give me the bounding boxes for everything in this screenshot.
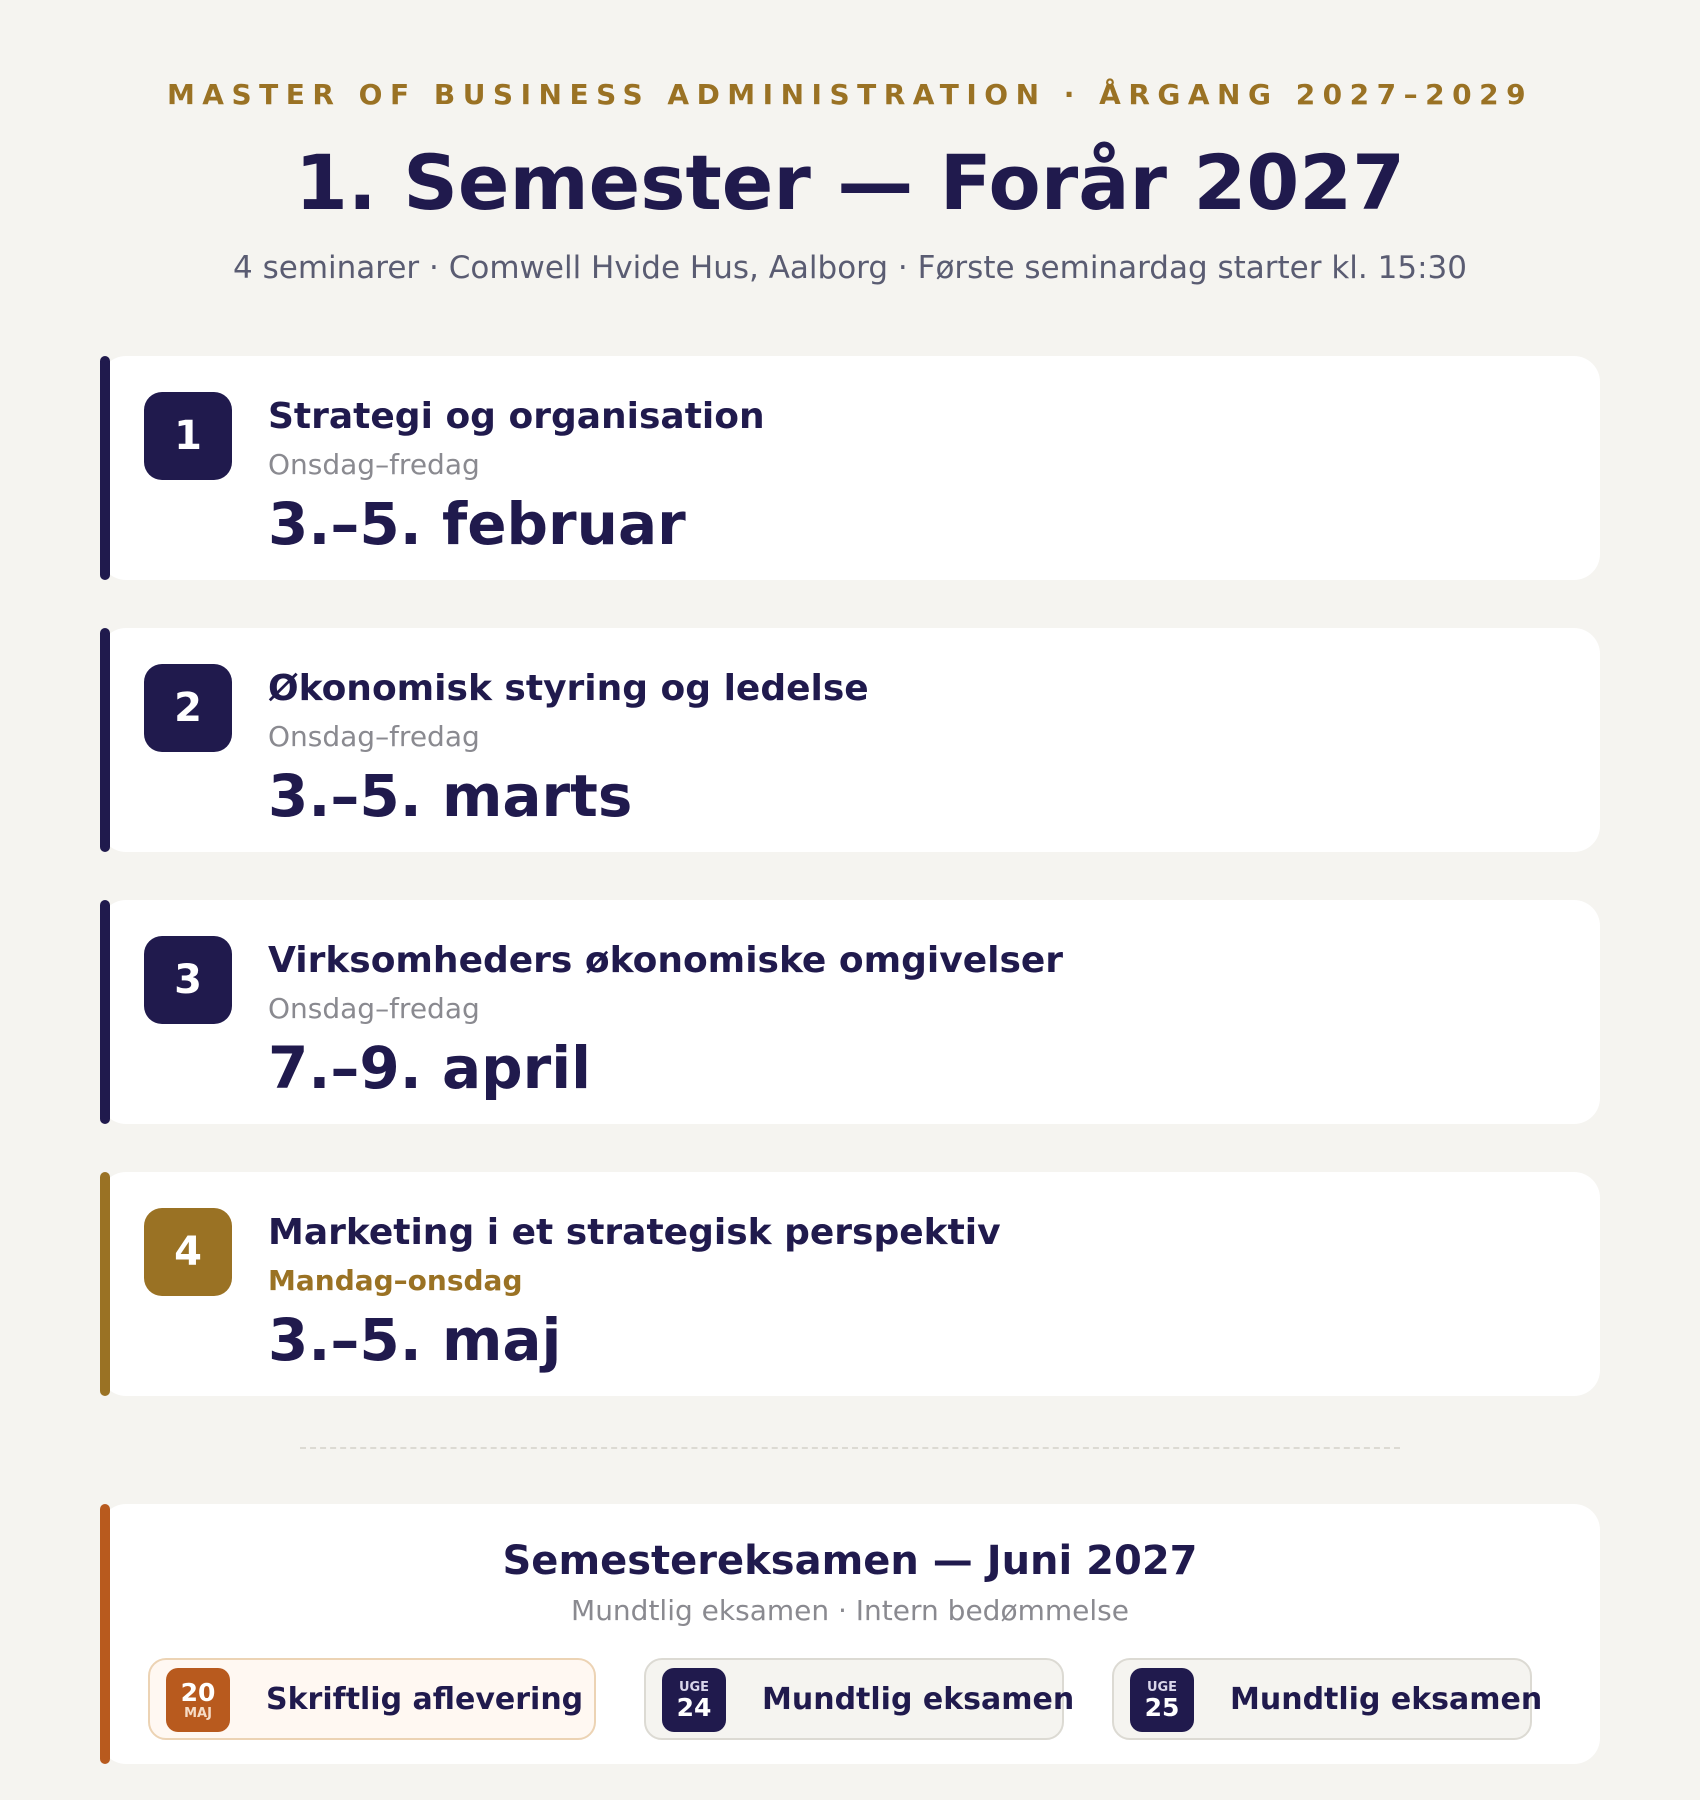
exam-card (100, 1504, 1600, 1764)
date-day: 20 (180, 1677, 216, 1707)
seminar-number-badge: 1 (144, 392, 232, 480)
seminar-card-1 (100, 356, 1600, 580)
seminar-days: Onsdag–fredag (268, 720, 480, 753)
calendar-week-icon (662, 1668, 726, 1732)
seminar-card-3 (100, 900, 1600, 1124)
week-label: UGE (678, 1679, 710, 1695)
card-accent-bar (100, 628, 110, 852)
exam-item-oral-week-24 (644, 1658, 1075, 1740)
page-title: 1. Semester — Forår 2027 (294, 138, 1405, 227)
section-divider (300, 1447, 1400, 1449)
seminar-number-badge: 2 (144, 664, 232, 752)
seminar-title: Strategi og organisation (268, 396, 765, 437)
calendar-week-icon (1130, 1668, 1194, 1732)
exam-title: Semestereksamen — Juni 2027 (502, 1538, 1198, 1584)
seminar-date: 3.–5. marts (268, 762, 633, 830)
card-accent-bar (100, 356, 110, 580)
program-eyebrow: MASTER OF BUSINESS ADMINISTRATION · ÅRGANG 2027–2029 (166, 78, 1534, 111)
card-accent-bar (100, 900, 110, 1124)
card-accent-bar (100, 1172, 110, 1396)
week-label: UGE (1146, 1679, 1178, 1695)
seminar-date: 7.–9. april (268, 1034, 591, 1102)
seminar-title: Virksomheders økonomiske omgivelser (268, 940, 1064, 981)
page-subtitle: 4 seminarer · Comwell Hvide Hus, Aalborg · Første seminardag starter kl. 15:30 (233, 250, 1467, 286)
exam-subtitle: Mundtlig eksamen · Intern bedømmelse (571, 1594, 1129, 1627)
date-month: MAJ (184, 1705, 212, 1721)
seminar-card-4 (100, 1172, 1600, 1396)
exam-item-label: Mundtlig eksamen (762, 1682, 1075, 1717)
seminar-days: Mandag–onsdag (268, 1264, 523, 1297)
exam-item-oral-week-25 (1112, 1658, 1543, 1740)
seminar-title: Marketing i et strategisk perspektiv (268, 1212, 1001, 1253)
seminar-date: 3.–5. maj (268, 1306, 562, 1374)
seminar-card-2 (100, 628, 1600, 852)
seminar-date: 3.–5. februar (268, 490, 686, 558)
exam-item-label: Skriftlig aflevering (266, 1682, 584, 1717)
seminar-days: Onsdag–fredag (268, 992, 480, 1025)
seminar-number-badge: 4 (144, 1208, 232, 1296)
exam-item-written-submission (148, 1658, 596, 1740)
calendar-date-icon (166, 1668, 230, 1732)
week-number: 24 (676, 1692, 712, 1722)
seminar-title: Økonomisk styring og ledelse (268, 668, 869, 709)
exam-item-label: Mundtlig eksamen (1230, 1682, 1543, 1717)
seminar-number-badge: 3 (144, 936, 232, 1024)
seminar-days: Onsdag–fredag (268, 448, 480, 481)
week-number: 25 (1144, 1692, 1180, 1722)
